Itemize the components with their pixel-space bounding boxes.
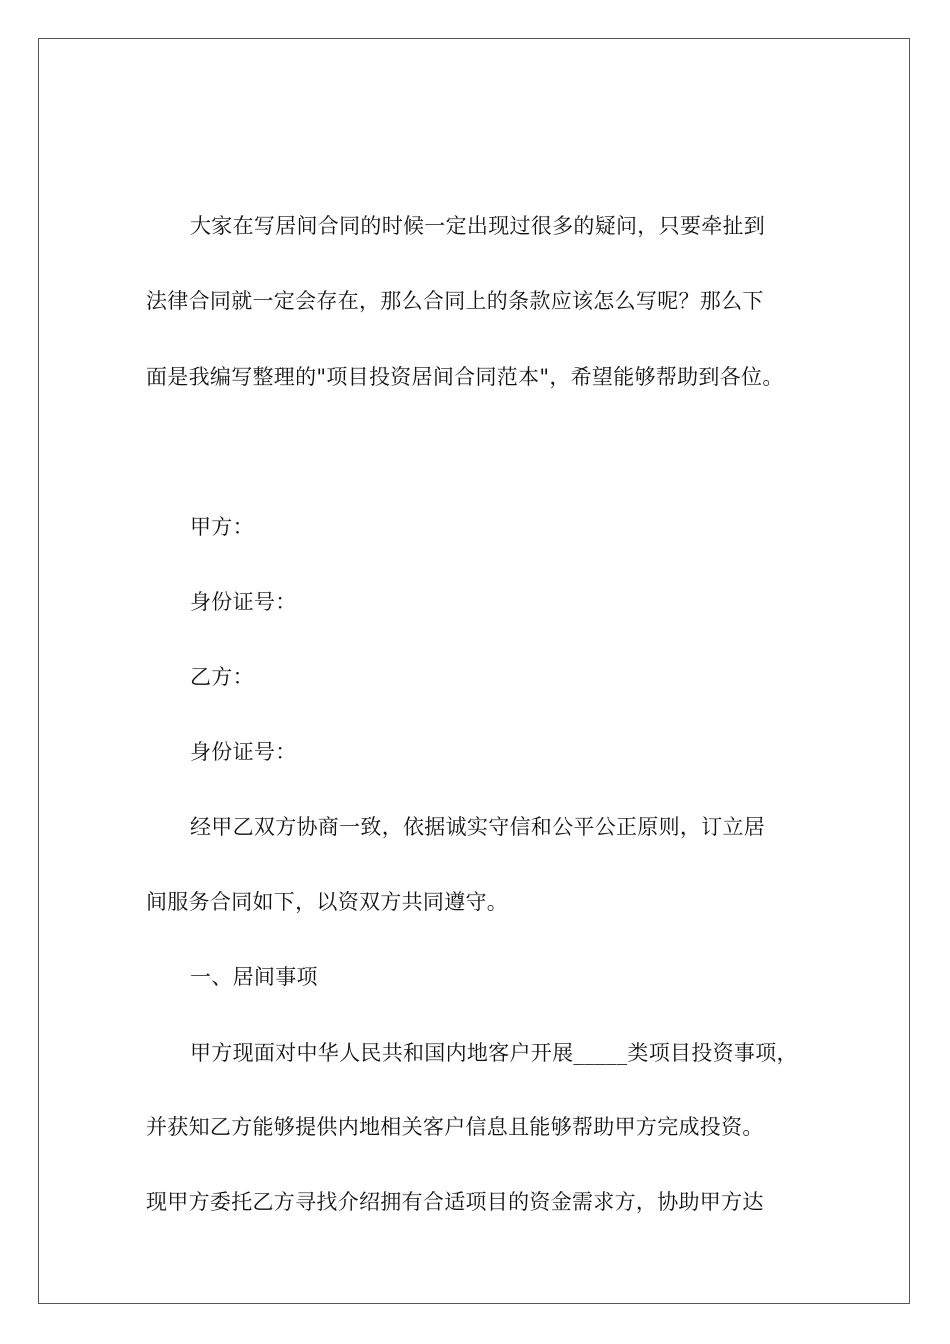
- party-b-id-label: 身份证号：: [190, 740, 297, 764]
- preamble-line-1: 经甲乙双方协商一致，依据诚实守信和公平公正原则，订立居: [190, 815, 766, 839]
- intro-line-1: 大家在写居间合同的时候一定出现过很多的疑问，只要牵扯到: [190, 214, 766, 238]
- section-1-line-2: 并获知乙方能够提供内地相关客户信息且能够帮助甲方完成投资。: [146, 1115, 764, 1139]
- section-heading-1: 一、居间事项: [190, 965, 318, 989]
- section-1-line-1: 甲方现面对中华人民共和国内地客户开展_____类项目投资事项，: [190, 1041, 798, 1065]
- party-b-label: 乙方：: [190, 665, 254, 689]
- section-1-line-3: 现甲方委托乙方寻找介绍拥有合适项目的资金需求方，协助甲方达: [146, 1190, 764, 1214]
- party-a-label: 甲方：: [190, 515, 254, 539]
- intro-line-3: 面是我编写整理的"项目投资居间合同范本"，希望能够帮助到各位。: [146, 365, 784, 389]
- intro-line-2: 法律合同就一定会存在，那么合同上的条款应该怎么写呢？那么下: [146, 289, 764, 313]
- party-a-id-label: 身份证号：: [190, 590, 297, 614]
- preamble-line-2: 间服务合同如下，以资双方共同遵守。: [146, 890, 509, 914]
